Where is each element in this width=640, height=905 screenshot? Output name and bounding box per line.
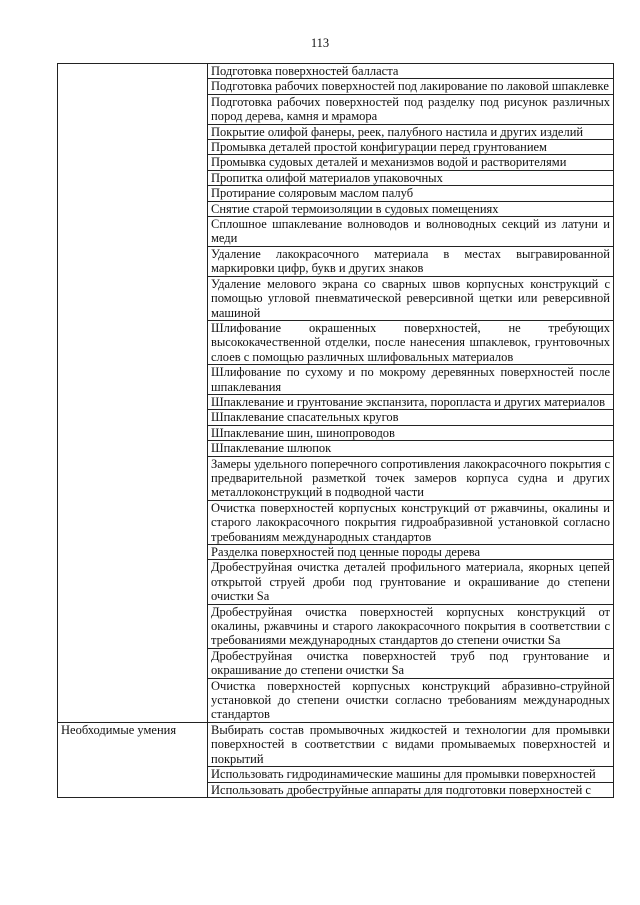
table-row xyxy=(58,64,614,79)
table-cell: Промывка судовых деталей и механизмов водой и растворителями xyxy=(208,155,614,170)
table-cell: Замеры удельного поперечного сопротивления лакокрасочного покрытия с предварительной разметкой точек замеров корпуса судна и других металлоконструкций в подводной части xyxy=(208,456,614,500)
table-cell: Шпаклевание шин, шинопроводов xyxy=(208,425,614,440)
table-cell: Шлифование окрашенных поверхностей, не требующих высококачественной отделки, после нанесения шпаклевок, грунтовочных слоев с помощью различных шлифовальных материалов xyxy=(208,320,614,364)
table-cell: Шлифование по сухому и по мокрому деревянных поверхностей после шпаклевания xyxy=(208,365,614,395)
table-cell: Промывка деталей простой конфигурации перед грунтованием xyxy=(208,140,614,155)
table-cell: Удаление лакокрасочного материала в местах выгравированной маркировки цифр, букв и других знаков xyxy=(208,246,614,276)
table-cell: Шпаклевание шлюпок xyxy=(208,441,614,456)
table-cell: Дробеструйная очистка поверхностей труб под грунтование и окрашивание до степени очистки Sa xyxy=(208,648,614,678)
table-cell: Покрытие олифой фанеры, реек, палубного настила и других изделий xyxy=(208,124,614,139)
table-cell: Очистка поверхностей корпусных конструкций абразивно-струйной установкой до степени очистки согласно требованиям международных стандартов xyxy=(208,678,614,722)
table-cell: Пропитка олифой материалов упаковочных xyxy=(208,170,614,185)
requirements-table xyxy=(57,63,614,798)
table-cell: Дробеструйная очистка поверхностей корпусных конструкций от окалины, ржавчины и старого лакокрасочного покрытия в соответствии с требованиями международных стандартов до степени очистки Sa xyxy=(208,604,614,648)
table-cell: Подготовка рабочих поверхностей под лакирование по лаковой шпаклевке xyxy=(208,79,614,94)
table-cell: Использовать гидродинамические машины для промывки поверхностей xyxy=(208,767,614,782)
table-cell: Использовать дробеструйные аппараты для подготовки поверхностей с xyxy=(208,782,614,797)
table-cell: Дробеструйная очистка деталей профильного материала, якорных цепей открытой струей дроби под грунтование и окрашивание до степени очистки Sa xyxy=(208,560,614,604)
table-cell: Очистка поверхностей корпусных конструкций от ржавчины, окалины и старого лакокрасочного покрытия гидроабразивной установкой согласно требованиям международных стандартов xyxy=(208,500,614,544)
table-cell: Шпаклевание спасательных кругов xyxy=(208,410,614,425)
table-cell: Удаление мелового экрана со сварных швов корпусных конструкций с помощью угловой пневматической реверсивной щетки или реверсивной машиной xyxy=(208,276,614,320)
table-cell: Подготовка поверхностей балласта xyxy=(208,64,614,79)
page-number: 113 xyxy=(310,36,330,50)
table-cell: Протирание соляровым маслом палуб xyxy=(208,186,614,201)
table-row xyxy=(58,722,614,766)
left-cell-empty xyxy=(58,64,208,723)
table-cell: Разделка поверхностей под ценные породы дерева xyxy=(208,545,614,560)
skills-label: Необходимые умения xyxy=(58,722,208,797)
table-cell: Подготовка рабочих поверхностей под разделку под рисунок различных пород дерева, камня и мрамора xyxy=(208,94,614,124)
table-cell: Снятие старой термоизоляции в судовых помещениях xyxy=(208,201,614,216)
table-cell: Шпаклевание и грунтование экспанзита, поропласта и других материалов xyxy=(208,394,614,409)
table-cell: Сплошное шпаклевание волноводов и волноводных секций из латуни и меди xyxy=(208,217,614,247)
table-cell: Выбирать состав промывочных жидкостей и технологии для промывки поверхностей в соответствии с видами промываемых поверхностей и покрытий xyxy=(208,722,614,766)
